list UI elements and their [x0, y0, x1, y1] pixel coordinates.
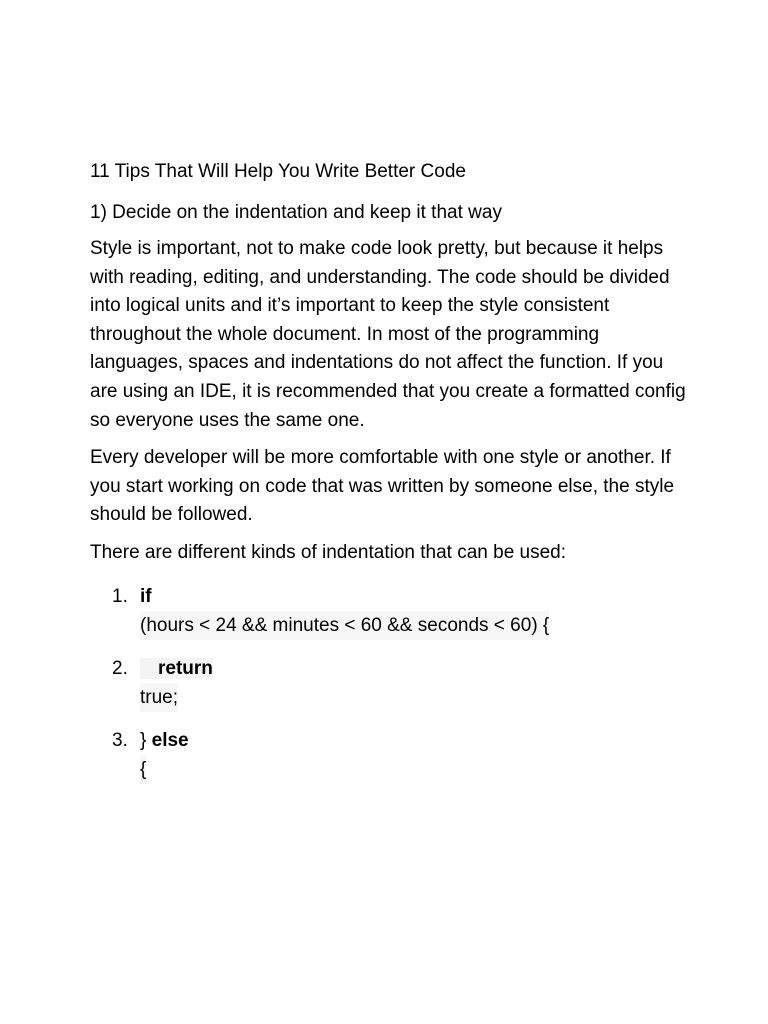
code-keyword-line	[140, 654, 213, 683]
code-prefix: }	[140, 729, 152, 751]
code-keyword: if	[140, 585, 152, 607]
code-continuation: true;	[140, 683, 178, 712]
section-heading: 1) Decide on the indentation and keep it that way	[90, 202, 502, 223]
document-title: 11 Tips That Will Help You Write Better Code	[90, 161, 466, 182]
document-page	[90, 158, 690, 798]
list-item	[90, 726, 690, 784]
list-item-number: 2.	[112, 657, 128, 679]
list-item-number: 3.	[112, 729, 128, 751]
code-keyword-line	[140, 582, 152, 611]
code-keyword: else	[151, 729, 189, 751]
paragraph-style-importance: Style is important, not to make code look pretty, but because it helps with reading, editing, and understanding. The code should be divided into logical units and it’s important to keep the style consistent throughout the whole document. In most of the programming languages, spaces and indentations do not affect the function. If you are using an IDE, it is recommended that you create a formatted config so everyone uses the same one.	[90, 238, 686, 431]
paragraph-indentation-kinds: There are different kinds of indentation that can be used:	[90, 541, 567, 563]
code-continuation: (hours < 24 && minutes < 60 && seconds < 60) {	[140, 611, 549, 640]
indentation-example-list	[90, 582, 690, 784]
code-continuation: {	[140, 755, 146, 784]
paragraph-developer-style: Every developer will be more comfortable with one style or another. If you start working on code that was written by someone else, the style should be followed.	[90, 447, 675, 526]
code-keyword: return	[140, 658, 213, 679]
list-item	[90, 654, 690, 712]
list-item	[90, 582, 690, 640]
code-keyword-line	[140, 726, 189, 755]
list-item-number: 1.	[112, 585, 128, 607]
